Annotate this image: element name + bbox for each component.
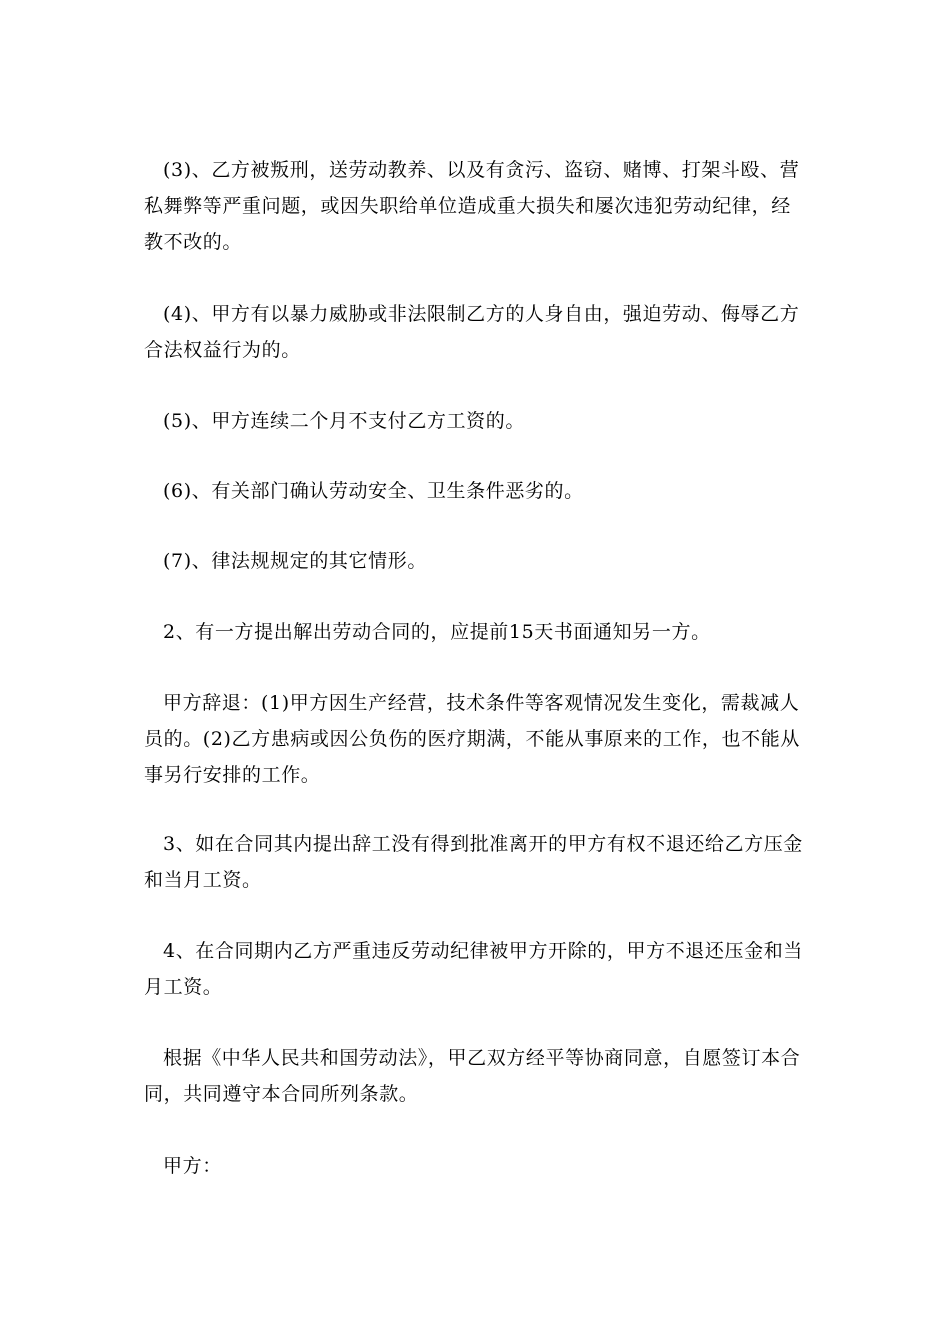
signature-party-a: 甲方： (163, 1155, 222, 1177)
paragraph-clause-4: (4)、甲方有以暴力威胁或非法限制乙方的人身自由，强迫劳动、侮辱乙方合法权益行为的。 (144, 303, 800, 361)
paragraph-labor-law: 根据《中华人民共和国劳动法》，甲乙双方经平等协商同意，自愿签订本合同，共同遵守本合同所列条款。 (144, 1047, 801, 1105)
paragraph-item-2: 2、有一方提出解出劳动合同的，应提前15天书面通知另一方。 (163, 621, 711, 643)
paragraph-clause-3: (3)、乙方被叛刑，送劳动教养、以及有贪污、盗窃、赌博、打架斗殴、营私舞弊等严重问题，或因失职给单位造成重大损失和屡次违犯劳动纪律，经教不改的。 (144, 159, 800, 253)
paragraph-dismissal: 甲方辞退：(1)甲方因生产经营，技术条件等客观情况发生变化，需裁减人员的。(2)乙方患病或因公负伤的医疗期满，不能从事原来的工作，也不能从事另行安排的工作。 (144, 692, 800, 786)
paragraph-item-3: 3、如在合同其内提出辞工没有得到批准离开的甲方有权不退还给乙方压金和当月工资。 (144, 833, 803, 891)
paragraph-item-4: 4、在合同期内乙方严重违反劳动纪律被甲方开除的，甲方不退还压金和当月工资。 (144, 940, 803, 998)
paragraph-clause-5: (5)、甲方连续二个月不支付乙方工资的。 (163, 410, 525, 432)
paragraph-clause-7: (7)、律法规规定的其它情形。 (163, 550, 427, 572)
paragraph-clause-6: (6)、有关部门确认劳动安全、卫生条件恶劣的。 (163, 480, 584, 502)
